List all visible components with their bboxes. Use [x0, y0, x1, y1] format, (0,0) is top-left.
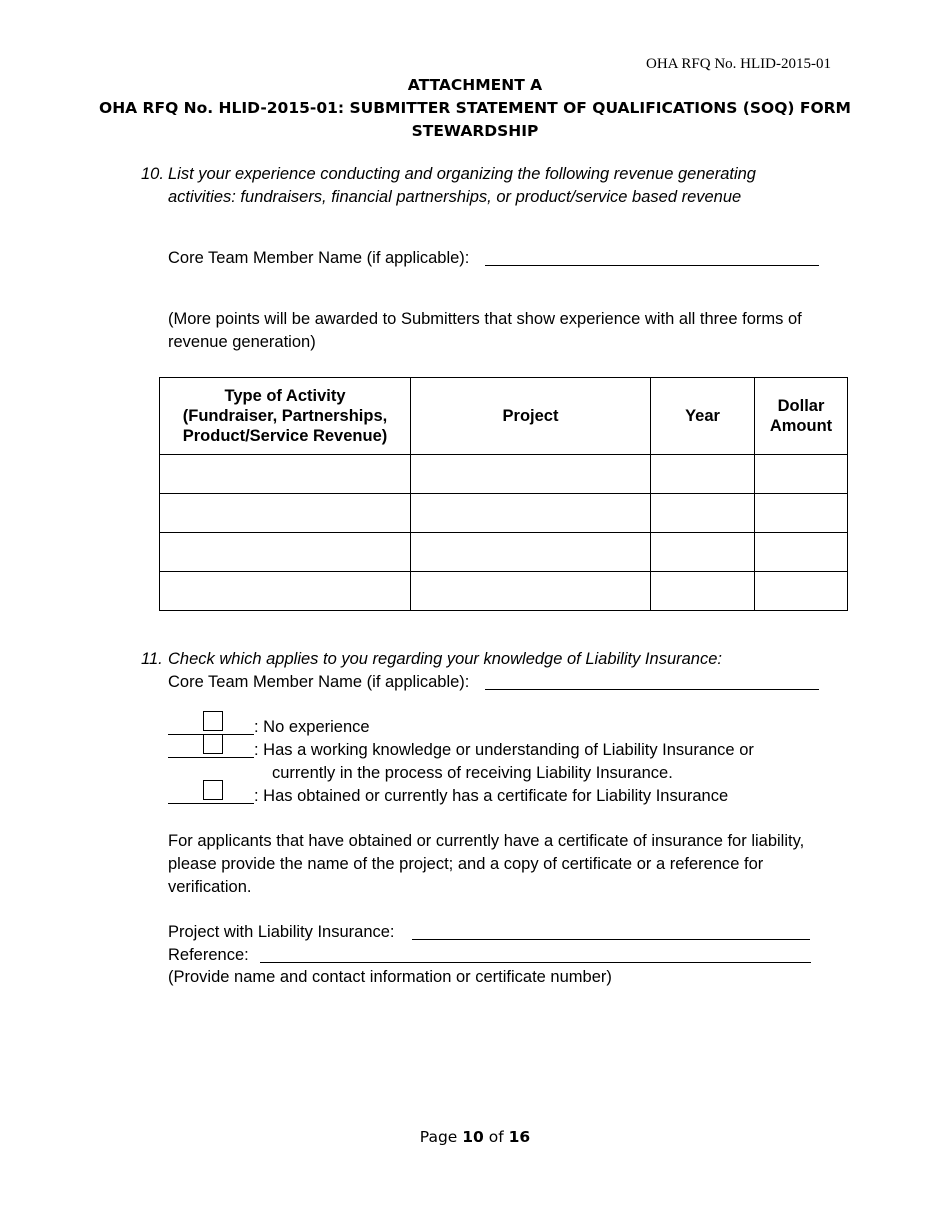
year-cell[interactable] — [651, 494, 755, 533]
dollar-amount-cell[interactable] — [755, 533, 848, 572]
checkbox-has-certificate[interactable] — [203, 780, 223, 800]
q10-core-team-name-field[interactable] — [485, 265, 819, 266]
q10-note-line2: revenue generation) — [168, 333, 316, 351]
option-no-experience-label: : No experience — [254, 718, 370, 736]
activity-type-cell[interactable] — [160, 533, 411, 572]
q11-core-team-name-field[interactable] — [485, 689, 819, 690]
reference-field[interactable] — [260, 962, 811, 963]
form-title: OHA RFQ No. HLID-2015-01: SUBMITTER STATEMENT OF QUALIFICATIONS (SOQ) FORM — [99, 99, 851, 117]
year-cell[interactable] — [651, 455, 755, 494]
revenue-activity-table — [159, 377, 848, 611]
project-cell[interactable] — [411, 533, 651, 572]
reference-note: (Provide name and contact information or certificate number) — [168, 968, 612, 986]
reference-label: Reference: — [168, 946, 249, 964]
option-working-knowledge-label-cont: currently in the process of receiving Liability Insurance. — [272, 764, 673, 782]
project-cell[interactable] — [411, 455, 651, 494]
question-11-number: 11. — [141, 650, 163, 668]
q10-core-team-label: Core Team Member Name (if applicable): — [168, 249, 470, 267]
table-row — [160, 572, 848, 611]
activity-type-cell[interactable] — [160, 572, 411, 611]
activity-type-cell[interactable] — [160, 494, 411, 533]
option-certificate-line — [168, 803, 254, 804]
project-cell[interactable] — [411, 572, 651, 611]
checkbox-no-experience[interactable] — [203, 711, 223, 731]
project-header: Project — [411, 378, 651, 455]
document-reference: OHA RFQ No. HLID-2015-01 — [646, 56, 831, 72]
project-liability-label: Project with Liability Insurance: — [168, 923, 395, 941]
question-11-text: Check which applies to you regarding your knowledge of Liability Insurance: — [168, 650, 722, 668]
question-10-text-line1: List your experience conducting and organizing the following revenue generating — [168, 165, 756, 183]
option-certificate-label: : Has obtained or currently has a certificate for Liability Insurance — [254, 787, 729, 805]
certificate-instructions-line3: verification. — [168, 878, 252, 896]
project-cell[interactable] — [411, 494, 651, 533]
project-liability-field[interactable] — [412, 939, 810, 940]
dollar-amount-cell[interactable] — [755, 572, 848, 611]
table-row — [160, 533, 848, 572]
section-title: STEWARDSHIP — [411, 122, 539, 140]
q10-note-line1: (More points will be awarded to Submitters that show experience with all three forms of — [168, 310, 802, 328]
certificate-instructions-line1: For applicants that have obtained or currently have a certificate of insurance for liability, — [168, 832, 805, 850]
year-header: Year — [651, 378, 755, 455]
type-of-activity-header: Type of Activity (Fundraiser, Partnerships, Product/Service Revenue) — [160, 378, 411, 455]
checkbox-working-knowledge[interactable] — [203, 734, 223, 754]
dollar-amount-cell[interactable] — [755, 455, 848, 494]
table-header-row — [160, 378, 848, 455]
table-row — [160, 494, 848, 533]
dollar-amount-header: Dollar Amount — [755, 378, 848, 455]
dollar-amount-cell[interactable] — [755, 494, 848, 533]
attachment-title: ATTACHMENT A — [407, 76, 543, 94]
year-cell[interactable] — [651, 572, 755, 611]
activity-type-cell[interactable] — [160, 455, 411, 494]
question-10-text-line2: activities: fundraisers, financial partnerships, or product/service based revenue — [168, 188, 742, 206]
page-number: Page 10 of 16 — [419, 1128, 531, 1146]
question-10-number: 10. — [141, 165, 164, 183]
option-working-knowledge-line — [168, 757, 254, 758]
option-working-knowledge-label: : Has a working knowledge or understanding of Liability Insurance or — [254, 741, 754, 759]
certificate-instructions-line2: please provide the name of the project; and a copy of certificate or a reference for — [168, 855, 764, 873]
table-row — [160, 455, 848, 494]
year-cell[interactable] — [651, 533, 755, 572]
q11-core-team-label: Core Team Member Name (if applicable): — [168, 673, 470, 691]
